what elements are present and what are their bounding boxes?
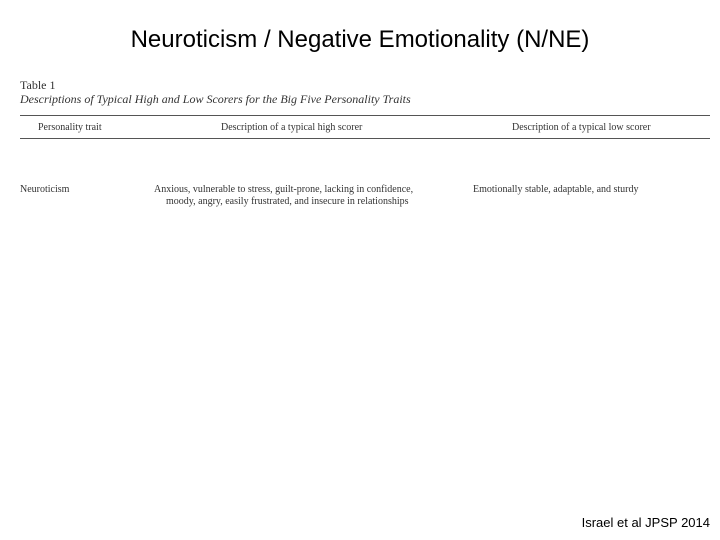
row-low-description: Emotionally stable, adaptable, and sturdy [473,184,639,195]
personality-table [20,78,710,207]
table-header-rule [20,138,710,139]
header-high-scorer: Description of a typical high scorer [221,122,363,133]
header-low-scorer: Description of a typical low scorer [512,122,651,133]
table-top-rule [20,115,710,116]
row-high-description-line2: moody, angry, easily frustrated, and insecure in relationships [166,196,409,207]
table-label: Table 1 [20,78,56,92]
row-high-description [154,184,413,208]
header-personality-trait: Personality trait [38,122,102,133]
table-caption: Descriptions of Typical High and Low Scorers for the Big Five Personality Traits [20,92,411,106]
slide-title: Neuroticism / Negative Emotionality (N/NE) [130,26,590,53]
row-high-description-line1: Anxious, vulnerable to stress, guilt-prone, lacking in confidence, [154,184,414,195]
citation: Israel et al JPSP 2014 [581,515,710,530]
row-trait-neuroticism: Neuroticism [20,184,70,195]
